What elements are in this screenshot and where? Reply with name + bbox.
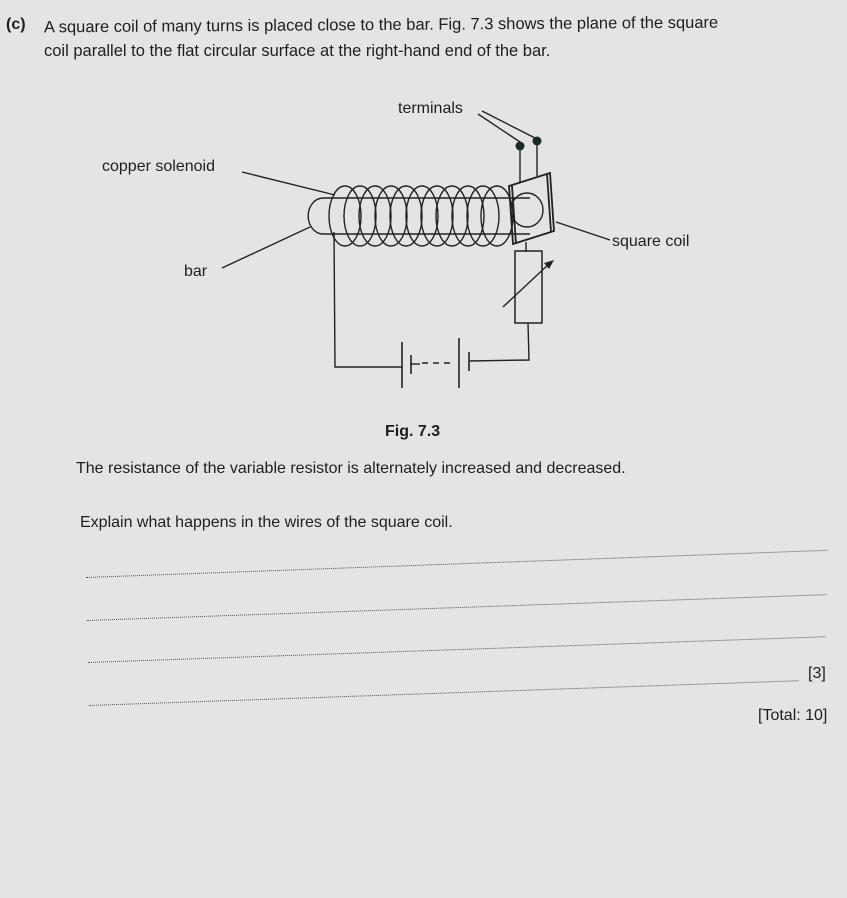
prompt: Explain what happens in the wires of the square coil. bbox=[80, 514, 453, 531]
terminal-dot bbox=[516, 142, 525, 151]
statement: The resistance of the variable resistor is alternately increased and decreased. bbox=[76, 460, 626, 477]
square-coil-leader-line bbox=[556, 222, 610, 240]
label-copper-solenoid: copper solenoid bbox=[102, 158, 215, 175]
total-marks: [Total: 10] bbox=[758, 707, 828, 724]
circuit-wires bbox=[334, 232, 529, 367]
solenoid-leader-line bbox=[242, 172, 335, 195]
variable-resistor bbox=[515, 251, 542, 323]
label-terminals: terminals bbox=[398, 100, 463, 117]
bar-leader-line bbox=[222, 227, 310, 268]
question-intro-line1: A square coil of many turns is placed close to the bar. Fig. 7.3 shows the plane of the square bbox=[43, 13, 719, 37]
variable-resistor-arrow bbox=[503, 263, 550, 307]
marks: [3] bbox=[808, 665, 826, 682]
terminal-dot bbox=[533, 137, 542, 146]
label-bar: bar bbox=[184, 263, 208, 280]
question-part: (c) bbox=[6, 16, 26, 33]
copper-solenoid-shape bbox=[329, 186, 513, 246]
question-intro-line2: coil parallel to the flat circular surface at the right-hand end of the bar. bbox=[44, 42, 551, 60]
figure-caption: Fig. 7.3 bbox=[385, 423, 441, 440]
terminal-leader-line bbox=[478, 114, 520, 142]
label-square-coil: square coil bbox=[612, 233, 690, 250]
square-coil-shape bbox=[509, 173, 554, 244]
